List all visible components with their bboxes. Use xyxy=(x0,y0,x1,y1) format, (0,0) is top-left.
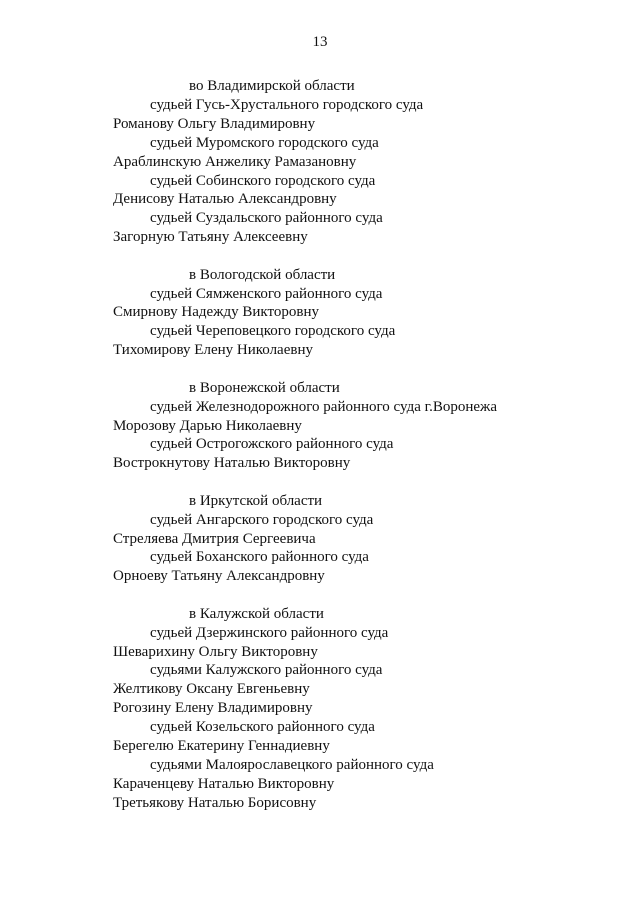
judge-name: Третьякову Наталью Борисовну xyxy=(113,794,317,811)
region-heading: в Иркутской области xyxy=(189,492,323,509)
region-heading: в Вологодской области xyxy=(189,266,336,283)
region-heading: в Воронежской области xyxy=(189,379,340,396)
court-appointment: судьей Собинского городского суда xyxy=(150,172,376,189)
judge-name: Шеварихину Ольгу Викторовну xyxy=(113,643,318,660)
region-heading: в Калужской области xyxy=(189,605,324,622)
region-section xyxy=(0,379,640,474)
court-appointment: судьями Малоярославецкого районного суда xyxy=(150,757,434,773)
court-appointment: судьей Суздальского районного суда xyxy=(150,210,383,227)
court-appointment: судьей Железнодорожного районного суда г.Воронежа xyxy=(150,398,498,415)
judge-name: Морозову Дарью Николаевну xyxy=(113,417,302,434)
region-section xyxy=(0,77,640,247)
judge-name: Тихомирову Елену Николаевну xyxy=(113,342,313,359)
court-appointment: судьей Дзержинского районного суда xyxy=(150,624,389,641)
court-appointment: судьей Боханского районного суда xyxy=(150,549,369,566)
court-appointment: судьей Сямженского районного суда xyxy=(150,285,383,302)
judge-name: Денисову Наталью Александровну xyxy=(113,191,337,208)
document-body xyxy=(0,77,640,831)
judge-name: Вострокнутову Наталью Викторовну xyxy=(113,455,351,472)
court-appointment: судьей Ангарского городского суда xyxy=(150,511,374,528)
judge-name: Желтикову Оксану Евгеньевну xyxy=(113,681,310,698)
judge-name: Караченцеву Наталью Викторовну xyxy=(113,775,335,792)
judge-name: Загорную Татьяну Алексеевну xyxy=(113,229,308,246)
judge-name: Араблинскую Анжелику Рамазановну xyxy=(113,153,357,170)
judge-name: Рогозину Елену Владимировну xyxy=(113,700,313,717)
court-appointment: судьей Острогожского районного суда xyxy=(150,436,394,453)
region-section xyxy=(0,492,640,587)
judge-name: Романову Ольгу Владимировну xyxy=(113,115,316,132)
court-appointment: судьей Козельского районного суда xyxy=(150,719,375,736)
judge-name: Стреляева Дмитрия Сергеевича xyxy=(113,530,316,547)
judge-name: Берегелю Екатерину Геннадиевну xyxy=(113,738,330,755)
page-number: 13 xyxy=(312,34,328,50)
judge-name: Смирнову Надежду Викторовну xyxy=(113,304,319,321)
region-section xyxy=(0,266,640,361)
region-heading: во Владимирской области xyxy=(189,78,355,94)
judge-name: Орноеву Татьяну Александровну xyxy=(113,568,325,585)
court-appointment: судьей Муромского городского суда xyxy=(150,134,379,151)
court-appointment: судьей Череповецкого городского суда xyxy=(150,323,396,340)
court-appointment: судьями Калужского районного суда xyxy=(150,662,383,679)
court-appointment: судьей Гусь-Хрустального городского суда xyxy=(150,96,424,113)
region-section xyxy=(0,605,640,813)
